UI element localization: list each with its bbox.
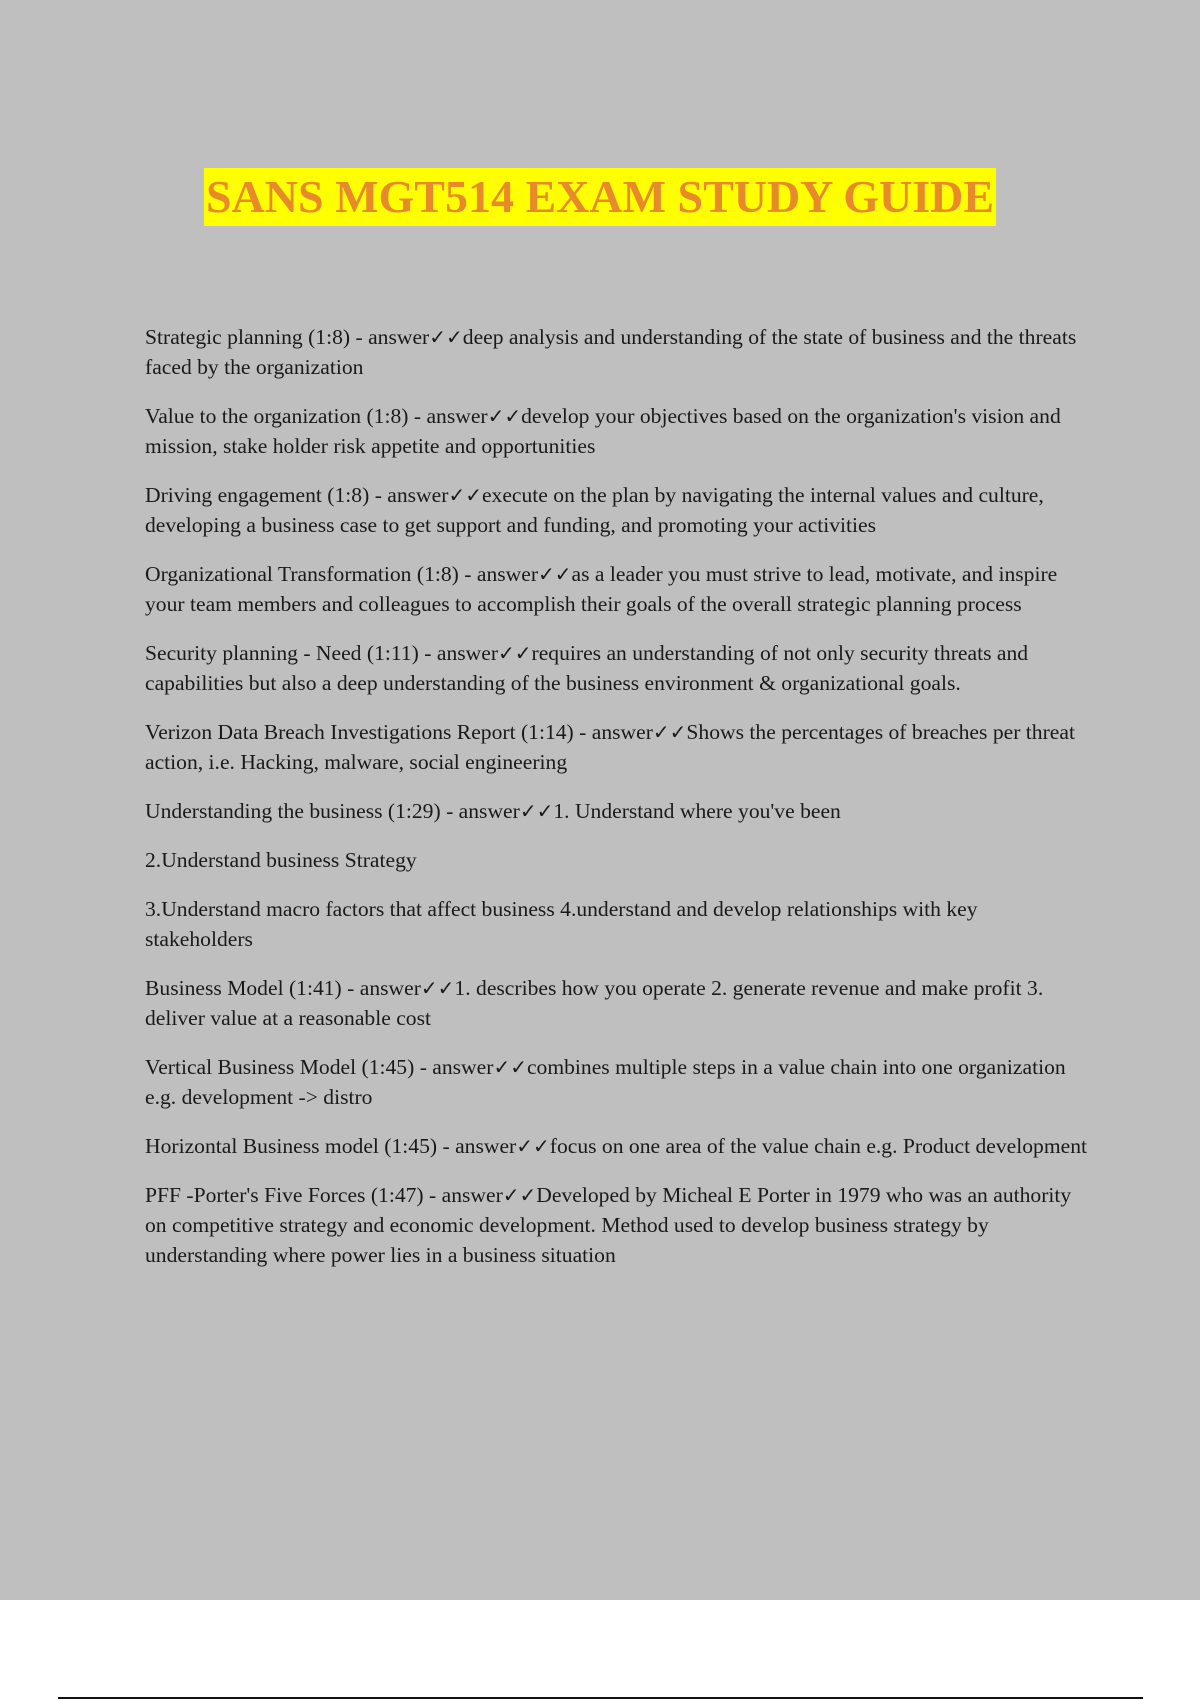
entry-answer: Shows the percentages of breaches per threat action, i.e. Hacking, malware, social engineering (145, 720, 1075, 774)
entry-answer: deep analysis and understanding of the state of business and the threats faced by the organization (145, 325, 1077, 379)
entry-term: Driving engagement (1:8) (145, 483, 370, 507)
entry-answer: Developed by Micheal E Porter in 1979 who was an authority on competitive strategy and economic development. Method used to develop business strategy by understanding where power lies in a business situation (145, 1183, 1072, 1267)
title-container (0, 168, 1200, 226)
entry-business-model (145, 973, 1090, 1033)
entry-answer: develop your objectives based on the organization's vision and mission, stake holder risk appetite and opportunities (145, 404, 1061, 458)
check-marks-icon: ✓✓ (429, 325, 463, 349)
entry-term: Value to the organization (1:8) (145, 404, 409, 428)
entry-organizational-transformation (145, 559, 1090, 619)
answer-marker: - answer (579, 720, 653, 744)
answer-marker: - answer (413, 404, 488, 428)
entry-vertical-business-model (145, 1052, 1090, 1112)
entry-value-to-organization (145, 401, 1090, 461)
entry-understanding-business (145, 796, 1090, 826)
entry-continuation-2: 2.Understand business Strategy (145, 848, 417, 872)
entry-term: Organizational Transformation (1:8) (145, 562, 459, 586)
answer-marker: - answer (429, 1183, 503, 1207)
check-marks-icon: ✓✓ (652, 720, 687, 744)
answer-marker: - answer (446, 799, 520, 823)
answer-marker: - answer (464, 562, 539, 586)
entry-term: PFF -Porter's Five Forces (1:47) (145, 1183, 424, 1207)
entry-porters-five-forces (145, 1180, 1090, 1270)
footer-divider (58, 1697, 1143, 1699)
entry-driving-engagement (145, 480, 1090, 540)
entry-answer: requires an understanding of not only security threats and capabilities but also a deep understanding of the business environment & organizational goals. (145, 641, 1029, 695)
answer-marker: - answer (374, 483, 449, 507)
check-marks-icon: ✓✓ (498, 641, 532, 665)
check-marks-icon: ✓✓ (448, 483, 482, 507)
answer-marker: - answer (355, 325, 430, 349)
answer-marker: - answer (424, 641, 499, 665)
entry-term: Horizontal Business model (1:45) (145, 1134, 438, 1158)
entry-answer: execute on the plan by navigating the internal values and culture, developing a business case to get support and funding, and promoting your activities (145, 483, 1044, 537)
document-title: SANS MGT514 EXAM STUDY GUIDE (204, 168, 996, 226)
entry-answer: 1. describes how you operate 2. generate revenue and make profit 3. deliver value at a reasonable cost (145, 976, 1044, 1030)
entry-answer: as a leader you must strive to lead, motivate, and inspire your team members and colleagues to accomplish their goals of the overall strategic planning process (145, 562, 1058, 616)
check-marks-icon: ✓✓ (502, 1183, 537, 1207)
entry-security-planning-need (145, 638, 1090, 698)
entry-term: Security planning - Need (1:11) (145, 641, 419, 665)
entry-horizontal-business-model (145, 1131, 1090, 1161)
entry-term: Business Model (1:41) (145, 976, 342, 1000)
entries-list (145, 322, 1090, 1289)
entry-continuation-3: 3.Understand macro factors that affect business 4.understand and develop relationships with key stakeholders (145, 897, 978, 951)
check-marks-icon: ✓✓ (420, 976, 455, 1000)
entry-term: Verizon Data Breach Investigations Report (1:14) (145, 720, 574, 744)
entry-term: Vertical Business Model (1:45) (145, 1055, 415, 1079)
entry-strategic-planning (145, 322, 1090, 382)
entry-answer: focus on one area of the value chain e.g. Product development (549, 1134, 1087, 1158)
check-marks-icon: ✓✓ (538, 562, 572, 586)
check-marks-icon: ✓✓ (516, 1134, 550, 1158)
entry-answer: 1. Understand where you've been (553, 799, 841, 823)
check-marks-icon: ✓✓ (487, 404, 522, 428)
entry-verizon-dbir (145, 717, 1090, 777)
answer-marker: - answer (419, 1055, 494, 1079)
check-marks-icon: ✓✓ (519, 799, 554, 823)
entry-answer: combines multiple steps in a value chain into one organization e.g. development -> distro (145, 1055, 1066, 1109)
entry-term: Strategic planning (1:8) (145, 325, 351, 349)
entry-term: Understanding the business (1:29) (145, 799, 441, 823)
answer-marker: - answer (347, 976, 421, 1000)
check-marks-icon: ✓✓ (493, 1055, 527, 1079)
answer-marker: - answer (442, 1134, 517, 1158)
